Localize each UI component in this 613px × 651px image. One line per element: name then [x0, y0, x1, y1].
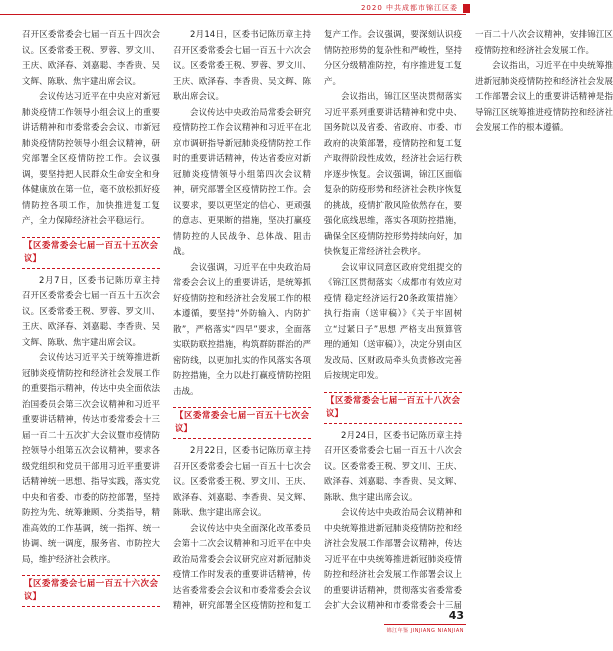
- header-marker: [463, 4, 470, 13]
- body-paragraph: 会议传达中央政治局会议精神和中央统筹推进新冠肺炎疫情防控和经济社会发展工作部署会议精神，传达习近平在中央统筹推进新冠肺炎疫情防控和经济社会发展工作部署会议上的重要讲话精神，贯彻落实省委常委会扩大会议精神和市委常委会十三届一百二十八次会议精神，安排锦江区疫情防控和经济社会发展工作。: [324, 30, 613, 611]
- footer-rule: [384, 624, 466, 625]
- body-paragraph: 会议传达中央全面深化改革委员会第十二次会议精神和习近平在中央政治局常委会会议研究应对新冠肺炎疫情工作时发表的重要讲话精神，传达省委常委会会议和市委常委会会议精神，研究部署全区疫情防控和复工复产工作。会议强调，要深刻认识疫情防控形势的复杂性和严峻性，坚持分区分级精准防控，有序推进复工复产。: [173, 30, 462, 611]
- section-heading: 【区委常委会七届一百五十八次会议】: [324, 392, 462, 424]
- body-paragraph: 2月22日，区委书记陈历章主持召开区委常委会七届一百五十七次会议。区委常委王税、罗文川、王庆、欧泽春、刘嘉聪、李香贵、吴文辉、陈耿、焦宇建出席会议。: [173, 446, 311, 518]
- section-heading: 【区委常委会七届一百五十六次会议】: [22, 575, 160, 607]
- body-paragraph: 2月24日，区委书记陈历章主持召开区委常委会七届一百五十八次会议。区委常委王税、罗文川、王庆、欧泽春、刘嘉聪、李香贵、吴文辉、陈耿、焦宇建出席会议。: [324, 430, 462, 503]
- running-header: [0, 0, 480, 18]
- body-paragraph: 会议指出，习近平在中央统筹推进新冠肺炎疫情防控和经济社会发展工作部署会议上的重要讲话精神是指导锦江区统筹推进疫情防控和经济社会发展工作的根本遵循。: [475, 61, 613, 133]
- footer-text: 锦江年鉴 JINJIANG NIANJIAN: [386, 628, 464, 634]
- body-paragraph: 召开区委常委会七届一百五十四次会议。区委常委王税、罗蓉、罗文川、王庆、欧泽春、刘嘉聪、李香贵、吴文辉、陈耿、焦宇建出席会议。: [22, 30, 160, 87]
- section-heading: 【区委常委会七届一百五十五次会议】: [22, 237, 160, 269]
- body-paragraph: 会议传达中央政治局常委会研究疫情防控工作会议精神和习近平在北京市调研指导新冠肺炎疫情防控工作时的重要讲话精神，传达省委应对新冠肺炎疫情领导小组第四次会议精神，研究部署全区疫情防控工作。会议要求，要以更坚定的信心、更顽强的意志、更果断的措施，坚决打赢疫情防控的人民战争、总体战、阻击战。: [173, 107, 311, 257]
- page-number: 43: [448, 609, 464, 622]
- body-paragraph: 会议指出，锦江区坚决贯彻落实习近平系列重要讲话精神和党中央、国务院以及省委、省政府、市委、市政府的决策部署，疫情防控和复工复产取得阶段性成效，经济社会运行秩序逐步恢复。会议强调，锦江区面临复杂的防疫形势和经济社会秩序恢复的挑战，疫情扩散风险依然存在，要强化底线思维，落实各项防控措施，确保全区疫情防控形势持续向好，加快恢复正常经济社会秩序。: [324, 92, 462, 257]
- body-paragraph: 会议强调，习近平在中央政治局常委会会议上的重要讲话，是统筹抓好疫情防控和经济社会发展工作的根本遵循，要坚持“外防输入、内防扩散”，严格落实“四早”要求，全面落实联防联控措施，构筑群防群治的严密防线，以更加扎实的作风落实各项防控措施，全力以赴打赢疫情防控阻击战。: [173, 262, 311, 397]
- body-paragraph: 会议传达习近平关于统筹推进新冠肺炎疫情防控和经济社会发展工作的重要指示精神，传达中央全面依法治国委员会第三次会议精神和习近平重要讲话精神，传达市委常委会十三届一百二十五次扩大会议暨市疫情防控领导小组第五次会议精神，要求各级党组织和党员干部用习近平重要讲话精神统一思想、指导实践，落实党中央和省委、市委的防控部署，坚持防控为先、统筹兼顾、分类指导，精准高效的工作基调，统一指挥、统一协调、统一调度，服务省、市防控大局，维护经济社会秩序。: [22, 353, 160, 565]
- body-paragraph: 会议审议同意区政府党组提交的《锦江区贯彻落实〈成都市有效应对疫情 稳定经济运行20条政策措施〉执行指南（送审稿）》《关于牢固树立“过紧日子”思想 严格支出预算管理的通知（送审稿）》，决定分别由区发改局、区财政局牵头负责修改完善后按规定印发。: [324, 262, 462, 381]
- body-paragraph: 2月14日，区委书记陈历章主持召开区委常委会七届一百五十六次会议。区委常委王税、罗蓉、罗文川、王庆、欧泽春、李香贵、吴文辉、陈耿出席会议。: [173, 30, 311, 102]
- header-title: 2020 中共成都市锦江区委: [357, 3, 458, 13]
- header-rule: [0, 14, 466, 15]
- section-heading: 【区委常委会七届一百五十七次会议】: [173, 407, 311, 439]
- body-paragraph: 2月7日，区委书记陈历章主持召开区委常委会七届一百五十五次会议。区委常委王税、罗蓉、罗文川、王庆、欧泽春、刘嘉聪、李香贵、吴文辉、陈耿、焦宇建出席会议。: [22, 275, 160, 348]
- body-paragraph: 会议传达习近平在中央应对新冠肺炎疫情工作领导小组会议上的重要讲话精神和市委常委会会议、市新冠肺炎疫情防控领导小组会议精神，研究部署全区疫情防控工作。会议强调，要坚持把人民群众生命安全和身体健康放在第一位，毫不放松抓好疫情防控各项工作，加快推进复工复产，全力保障经济社会平稳运行。: [22, 92, 160, 226]
